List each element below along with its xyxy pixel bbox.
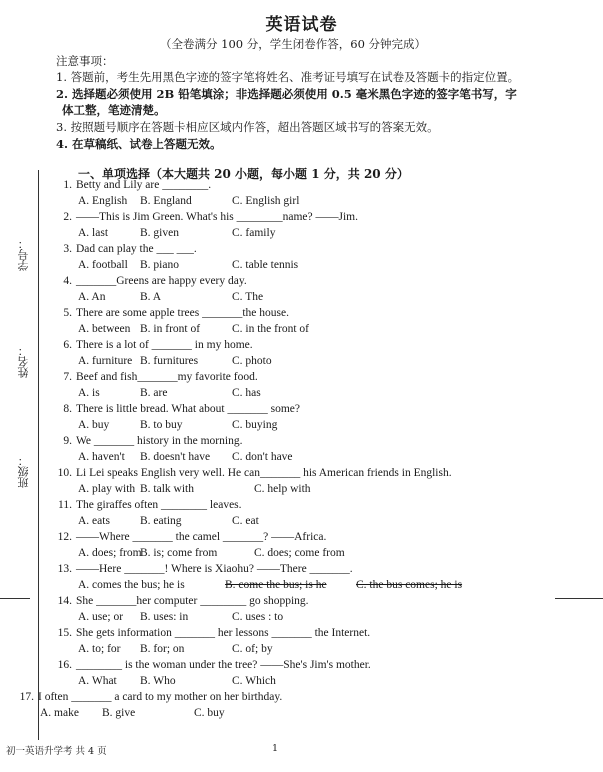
notice-item-3: 3. 按照题号顺序在答题卡相应区域内作答，超出答题区域书写的答案无效。: [56, 120, 439, 134]
page-subtitle: （全卷满分 100 分，学生闭卷作答，60 分钟完成）: [160, 37, 427, 51]
student-id-label: 学号：: [17, 238, 30, 271]
question-number: 14.: [57, 595, 72, 607]
option-b: B. A: [140, 291, 162, 303]
option-b: B. given: [140, 227, 179, 239]
question-stem: [52, 627, 370, 639]
question-stem: [52, 403, 300, 415]
question-number: 6.: [63, 339, 72, 351]
question-number: 7.: [63, 371, 72, 383]
question-text: ——Where _______ the camel _______? ——Africa.: [76, 531, 327, 543]
question-number: 5.: [63, 307, 72, 319]
question-stem: [52, 499, 242, 511]
question-number: 4.: [63, 275, 72, 287]
question-number: 12.: [57, 531, 72, 543]
question-text: Betty and Lily are ________.: [76, 179, 212, 191]
option-a: A. to; for: [78, 643, 121, 655]
question-stem: [52, 307, 289, 319]
question-stem: [52, 371, 258, 383]
option-b: B. in front of: [140, 323, 201, 335]
option-b: B. England: [140, 195, 192, 207]
option-c: C. does; come from: [254, 547, 345, 559]
option-b: B. uses: in: [140, 611, 189, 623]
option-c: C. photo: [232, 355, 272, 367]
question-text: Li Lei speaks English very well. He can_______ his American friends in English.: [76, 467, 452, 479]
option-a: A. An: [78, 291, 106, 303]
option-c: C. family: [232, 227, 276, 239]
question-number: 16.: [57, 659, 72, 671]
question-text: _______Greens are happy every day.: [76, 275, 247, 287]
question-number: 9.: [63, 435, 72, 447]
notice-item-1: 1. 答题前，考生先用黑色字迹的签字笔将姓名、准考证号填写在试卷及答题卡的指定位置。: [56, 70, 520, 84]
option-b: B. piano: [140, 259, 179, 271]
question-stem: [52, 435, 242, 447]
page-number: 1: [272, 743, 279, 754]
question-number: 11.: [58, 499, 72, 511]
option-b: B. doesn't have: [140, 451, 211, 463]
class-label: 班级：: [17, 455, 30, 488]
option-a: A. make: [40, 707, 79, 719]
question-number: 17.: [19, 691, 34, 703]
option-a: A. last: [78, 227, 109, 239]
question-text: ——Here _______! Where is Xiaohu? ——There _______.: [76, 563, 353, 575]
option-a: A. haven't: [78, 451, 125, 463]
question-text: She gets information _______ her lessons _______ the Internet.: [76, 627, 371, 639]
option-a: A. eats: [78, 515, 110, 527]
option-a: A. is: [78, 387, 100, 399]
question-text: She _______her computer ________ go shopping.: [76, 595, 309, 607]
notice-heading: 注意事项：: [56, 54, 114, 68]
option-a: A. furniture: [78, 355, 133, 367]
question-number: 3.: [63, 243, 72, 255]
question-number: 2.: [63, 211, 72, 223]
option-a: A. use; or: [78, 611, 124, 623]
option-b: B. give: [102, 707, 136, 719]
footer-info: 初一英语升学考 共 4 页: [6, 746, 107, 757]
question-stem: [52, 467, 452, 479]
option-c: C. the bus comes; he is: [356, 579, 463, 591]
option-a: A. English: [78, 195, 128, 207]
page-title: 英语试卷: [265, 15, 338, 35]
question-text: ——This is Jim Green. What's his ________name? ——Jim.: [76, 211, 358, 223]
question-stem: [52, 595, 309, 607]
question-stem: [52, 531, 326, 543]
option-c: C. table tennis: [232, 259, 299, 271]
option-b: B. talk with: [140, 483, 194, 495]
option-a: A. play with: [78, 483, 136, 495]
option-b: B. furnitures: [140, 355, 199, 367]
question-stem: [52, 243, 197, 255]
question-text: I often _______ a card to my mother on her birthday.: [38, 691, 283, 703]
question-text: Beef and fish_______my favorite food.: [76, 371, 258, 383]
option-c: C. in the front of: [232, 323, 309, 335]
margin-mark-right: [555, 598, 603, 599]
question-text: Dad can play the ___ ___.: [76, 243, 197, 255]
option-a: A. comes the bus; he is: [78, 579, 185, 591]
option-b: B. Who: [140, 675, 176, 687]
question-number: 15.: [57, 627, 72, 639]
option-b: B. eating: [140, 515, 182, 527]
option-c: C. buying: [232, 419, 278, 431]
option-c: C. The: [232, 291, 264, 303]
option-b: B. is; come from: [140, 547, 218, 559]
option-b: B. are: [140, 387, 168, 399]
option-b: B. to buy: [140, 419, 183, 431]
question-text: ________ is the woman under the tree? ——She's Jim's mother.: [76, 659, 371, 671]
option-a: A. does; from: [78, 547, 142, 559]
option-a: A. What: [78, 675, 117, 687]
option-a: A. football: [78, 259, 128, 271]
question-stem: [52, 179, 211, 191]
notice-item-4: 4. 在草稿纸、试卷上答题无效。: [56, 137, 222, 151]
question-number: 10.: [57, 467, 72, 479]
question-stem: [52, 211, 358, 223]
question-stem: [52, 275, 247, 287]
option-c: C. of; by: [232, 643, 273, 655]
option-c: C. buy: [194, 707, 225, 719]
question-text: There is little bread. What about _______ some?: [76, 403, 300, 415]
student-name-label: 姓名：: [17, 345, 30, 378]
question-stem: [52, 339, 253, 351]
option-c: C. uses : to: [232, 611, 284, 623]
option-a: A. between: [78, 323, 131, 335]
option-b: B. come the bus; is he: [225, 579, 327, 591]
question-stem: [52, 659, 371, 671]
question-stem: [14, 691, 282, 703]
question-text: We _______ history in the morning.: [76, 435, 243, 447]
notice-item-2: 2. 选择题必须使用 2B 铅笔填涂；非选择题必须使用 0.5 毫米黑色字迹的签字笔书写，字: [56, 87, 517, 101]
binding-line: [38, 170, 39, 740]
question-text: There is a lot of _______ in my home.: [76, 339, 253, 351]
margin-mark: [0, 598, 30, 599]
question-number: 1.: [63, 179, 72, 191]
section-title: 一、单项选择（本大题共 20 小题，每小题 1 分，共 20 分）: [78, 167, 409, 181]
option-c: C. eat: [232, 515, 259, 527]
option-c: C. Which: [232, 675, 276, 687]
option-a: A. buy: [78, 419, 110, 431]
question-text: There are some apple trees _______the house.: [76, 307, 289, 319]
option-c: C. has: [232, 387, 261, 399]
question-number: 8.: [63, 403, 72, 415]
option-c: C. English girl: [232, 195, 300, 207]
question-number: 13.: [57, 563, 72, 575]
question-stem: [52, 563, 353, 575]
notice-item-2-cont: 体工整，笔迹清楚。: [62, 103, 166, 117]
option-c: C. help with: [254, 483, 311, 495]
option-c: C. don't have: [232, 451, 293, 463]
option-b: B. for; on: [140, 643, 185, 655]
question-text: The giraffes often ________ leaves.: [76, 499, 242, 511]
